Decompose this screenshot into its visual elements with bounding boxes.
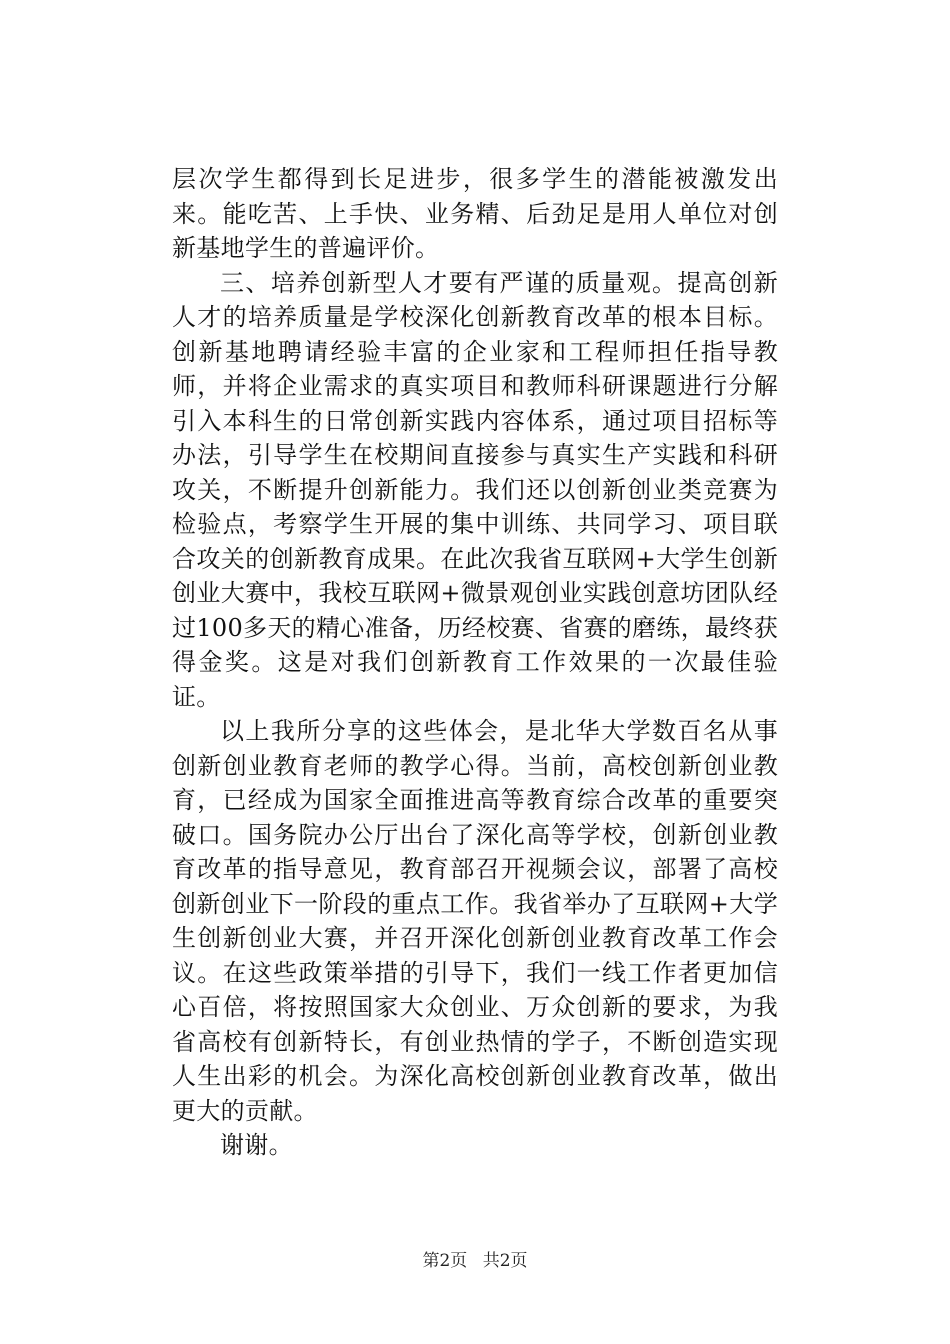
document-body	[172, 162, 778, 1163]
paragraph-thanks: 谢谢。	[220, 1131, 293, 1159]
page-footer	[0, 1246, 950, 1271]
paragraph-continuation: 层次学生都得到长足进步，很多学生的潜能被激发出来。能吃苦、上手快、业务精、后劲足是用人单位对创新基地学生的普遍评价。	[172, 165, 778, 262]
paragraph-quality-view: 三、培养创新型人才要有严谨的质量观。提高创新人才的培养质量是学校深化创新教育改革的根本目标。创新基地聘请经验丰富的企业家和工程师担任指导教师，并将企业需求的真实项目和教师科研课题进行分解引入本科生的日常创新实践内容体系，通过项目招标等办法，引导学生在校期间直接参与真实生产实践和科研攻关，不断提升创新能力。我们还以创新创业类竞赛为检验点，考察学生开展的集中训练、共同学习、项目联合攻关的创新教育成果。在此次我省互联网+大学生创新创业大赛中，我校互联网+微景观创业实践创意坊团队经过100多天的精心准备，历经校赛、省赛的磨练，最终获得金奖。这是对我们创新教育工作效果的一次最佳验证。	[172, 268, 778, 711]
page-number-current: 第2页	[422, 1251, 468, 1271]
page-number-total: 共2页	[482, 1251, 528, 1271]
paragraph-summary: 以上我所分享的这些体会，是北华大学数百名从事创新创业教育老师的教学心得。当前，高校创新创业教育，已经成为国家全面推进高等教育综合改革的重要突破口。国务院办公厅出台了深化高等学校，创新创业教育改革的指导意见，教育部召开视频会议，部署了高校创新创业下一阶段的重点工作。我省举办了互联网+大学生创新创业大赛，并召开深化创新创业教育改革工作会议。在这些政策举措的引导下，我们一线工作者更加信心百倍，将按照国家大众创业、万众创新的要求，为我省高校有创新特长，有创业热情的学子，不断创造实现人生出彩的机会。为深化高校创新创业教育改革，做出更大的贡献。	[172, 717, 778, 1125]
